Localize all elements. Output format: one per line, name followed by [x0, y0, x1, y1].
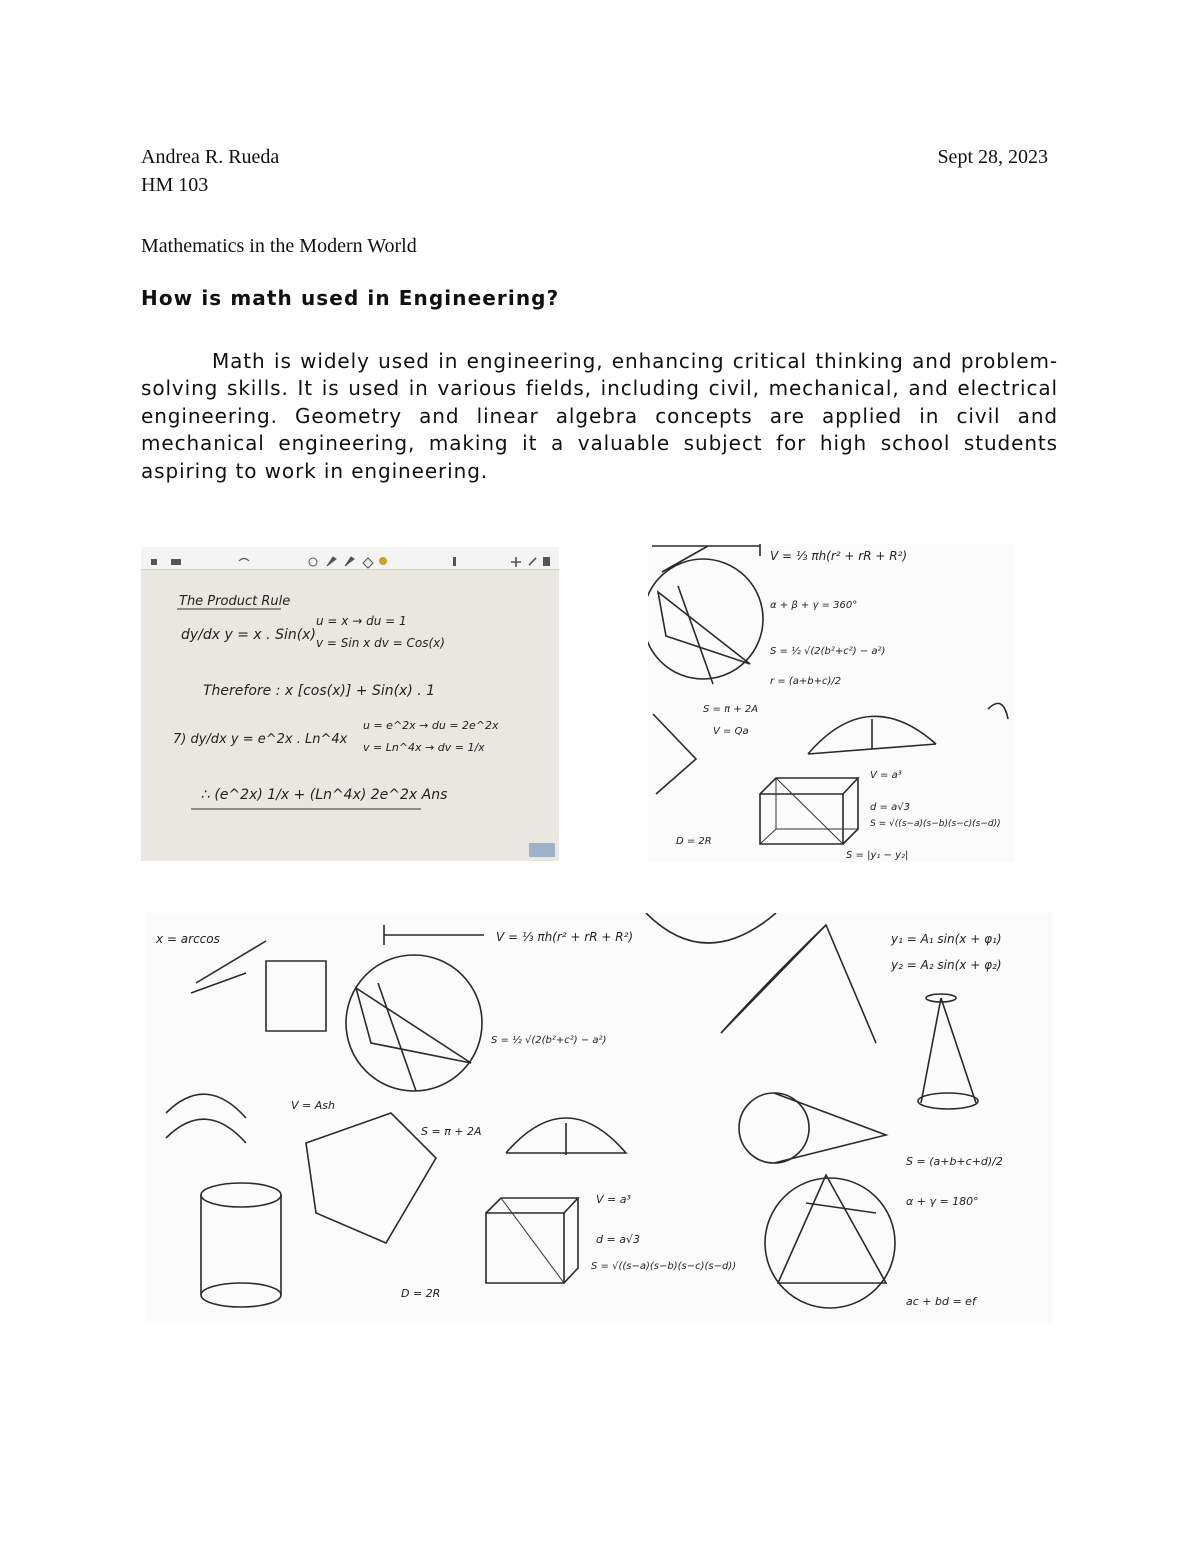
notes-sub4: v = Ln^4x → dv = 1/x	[363, 741, 485, 754]
geo-f1: V = ⅓ πh(r² + rR + R²)	[770, 549, 908, 563]
course-code: HM 103	[141, 174, 209, 196]
document-date: Sept 28, 2023	[937, 146, 1048, 168]
collage-c4: y₂ = A₂ sin(x + φ₂)	[891, 958, 1002, 972]
essay-heading: How is math used in Engineering?	[141, 286, 560, 310]
product-rule-notes-image	[141, 547, 559, 861]
geometry-formulas-image	[648, 544, 1014, 862]
geo-f9: S = √((s−a)(s−b)(s−c)(s−d))	[870, 819, 1001, 829]
geo-f11: S = |y₁ − y₂|	[846, 850, 909, 861]
geo-f6: V = Qa	[713, 726, 749, 737]
collage-c1: x = arccos	[156, 932, 220, 946]
subject-title: Mathematics in the Modern World	[141, 235, 417, 257]
geo-f8: d = a√3	[870, 802, 910, 813]
geo-f5: S = π + 2A	[703, 704, 759, 715]
notes-sub3: u = e^2x → du = 2e^2x	[363, 719, 499, 732]
collage-c6: V = Ash	[291, 1099, 335, 1112]
collage-c14: ac + bd = ef	[906, 1295, 976, 1308]
math-collage-image	[146, 913, 1052, 1323]
notes-therefore: Therefore : x [cos(x)] + Sin(x) . 1	[203, 683, 436, 699]
geo-f3: S = ½ √(2(b²+c²) − a²)	[770, 646, 886, 657]
author-name: Andrea R. Rueda	[141, 146, 280, 168]
notes-sub2: v = Sin x dv = Cos(x)	[316, 636, 445, 650]
notes-line1: dy/dx y = x . Sin(x)	[181, 627, 316, 643]
notes-answer: ∴ (e^2x) 1/x + (Ln^4x) 2e^2x Ans	[201, 787, 448, 803]
collage-c8: V = a³	[596, 1193, 631, 1206]
notes-title: The Product Rule	[179, 594, 291, 609]
collage-c7: S = π + 2A	[421, 1125, 482, 1138]
collage-c11: α + γ = 180°	[906, 1195, 979, 1208]
geo-f7: V = a³	[870, 770, 902, 781]
collage-c5: S = ½ √(2(b²+c²) − a²)	[491, 1035, 607, 1046]
zoom-icon	[529, 843, 555, 857]
geo-f4: r = (a+b+c)/2	[770, 676, 842, 687]
collage-c10: S = (a+b+c+d)/2	[906, 1155, 1003, 1168]
collage-c13: D = 2R	[401, 1287, 441, 1300]
essay-paragraph: Math is widely used in engineering, enhancing critical thinking and problem-solving skills. It is used in various fields, including civil, mechanical, and electrical engineering. Geometry and linear algebra concepts are applied in civil and mechanical engineering, making it a valuable subject for high school students aspiring to work in engineering.	[141, 349, 1058, 483]
notes-sub1: u = x → du = 1	[316, 614, 407, 628]
geo-f10: D = 2R	[676, 836, 712, 847]
geo-f2: α + β + γ = 360°	[770, 600, 858, 611]
notes-problem: 7) dy/dx y = e^2x . Ln^4x	[173, 732, 348, 747]
collage-c9: d = a√3	[596, 1233, 640, 1246]
collage-c3: y₁ = A₁ sin(x + φ₁)	[891, 932, 1002, 946]
collage-c12: S = √((s−a)(s−b)(s−c)(s−d))	[591, 1261, 737, 1272]
collage-c2: V = ⅓ πh(r² + rR + R²)	[496, 930, 634, 944]
